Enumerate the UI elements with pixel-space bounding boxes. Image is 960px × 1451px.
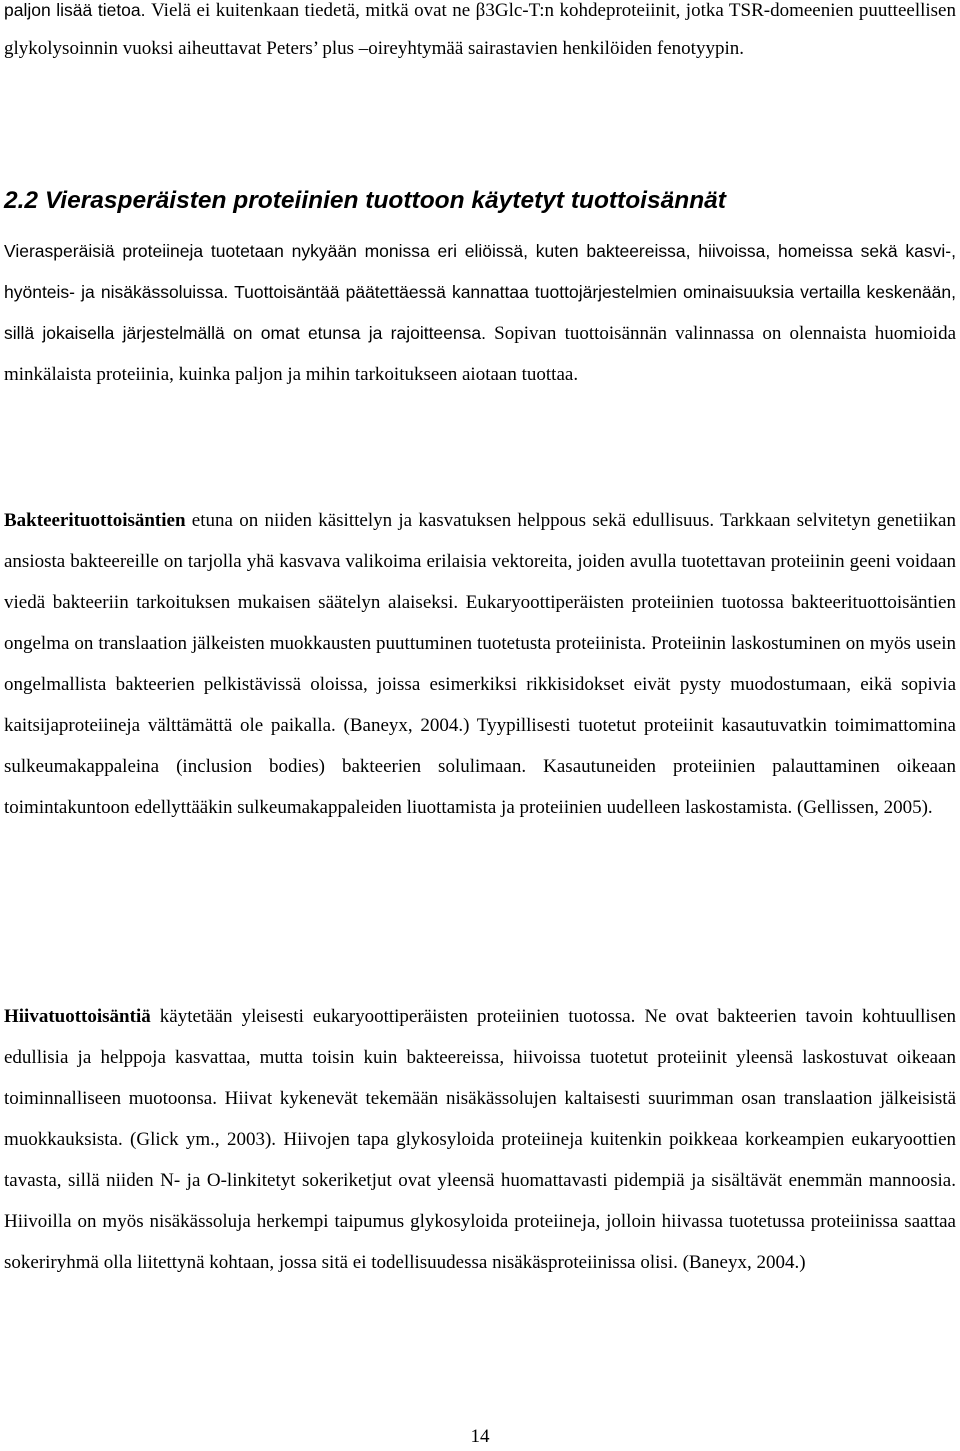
vierasperaisia-text-serif: Sopivan tuottoisännän valinnassa on olennaista huomioida minkälaista proteiinia, kuinka paljon ja mihin tarkoitukseen aiotaan tuottaa. [4, 323, 956, 385]
page-number: 14 [470, 1426, 490, 1447]
paragraph-hiivatuottoisannat [4, 996, 956, 1283]
bakteeri-text: etuna on niiden käsittelyn ja kasvatuksen helppous sekä edullisuus. Tarkkaan selvitetyn genetiikan ansiosta bakteereille on tarjolla yhä kasvava valikoima erilaisia vektoreita, joiden avulla tuotettavan proteiinin geeni voidaan viedä bakteeriin tarkoituksen mukaisen säätelyn alaiseksi. Eukaryoottiperäisten proteiinien tuotossa bakteerituottoisäntien ongelma on translaation jälkeisten muokkausten puuttuminen tuotetusta proteiinista. Proteiinin laskostuminen on myös usein ongelmallista bakteerien pelkistävissä oloissa, joissa esimerkiksi rikkisidokset eivät pysty muodostumaan, eikä sopivia kaitsijaproteiineja välttämättä ole paikalla. (Baneyx, 2004.) Tyypillisesti tuotetut proteiinit kasautuvatkin toimimattomina sulkeumakappaleina (inclusion bodies) bakteerien solulimaan. Kasautuneiden proteiinien palauttaminen oikeaan toimintakuntoon edellyttääkin sulkeumakappaleiden liuottamista ja proteiinien uudelleen laskostamista. (Gellissen, 2005). [4, 510, 956, 818]
hiiva-lead-in: Hiivatuottoisäntiä [4, 1006, 151, 1027]
bakteeri-lead-in: Bakteerituottoisäntien [4, 510, 186, 531]
hiiva-text: käytetään yleisesti eukaryoottiperäisten proteiinien tuotossa. Ne ovat bakteerien tavoin kohtuullisen edullisia ja helppoja kasvattaa, mutta toisin kuin bakteereissa, hiivoissa tuotetut proteiinit yleensä laskostuvat oikeaan toiminnalliseen muotoonsa. Hiivat kykenevät tekemään nisäkässolujen kaltaisesti suurimman osan translaation jälkeisistä muokkauksista. (Glick ym., 2003). Hiivojen tapa glykosyloida proteiineja kuitenkin poikkeaa korkeampien eukaryoottien tavasta, sillä niiden N- ja O-linkitetyt sokeriketjut ovat yleensä huomattavasti pidempiä ja sisältävät enemmän mannoosia. Hiivoilla on myös nisäkässoluja herkempi taipumus glykosyloida proteiineja, jolloin hiivassa tuotetussa proteiinissa saattaa sokeriryhmä olla liitettynä kohtaan, jossa sitä ei todellisuudessa nisäkäsproteiinissa olisi. (Baneyx, 2004.) [4, 1006, 956, 1273]
intro-text-serif: Vielä ei kuitenkaan tiedetä, mitkä ovat ne β3Glc-T:n kohdeproteiinit, jotka TSR-domeenien puutteellisen glykolysoinnin vuoksi aiheuttavat Peters’ plus –oireyhtymää sairastavien henkilöiden fenotyypin. [4, 0, 956, 59]
paragraph-bakteerituottoisannat [4, 500, 956, 828]
intro-paragraph [4, 0, 956, 68]
intro-text-sans: paljon lisää tietoa. [4, 0, 152, 20]
vierasperaisia-text-sans: Vierasperäisiä proteiineja tuotetaan nykyään monissa eri eliöissä, kuten bakteereissa, hiivoissa, homeissa sekä kasvi-, hyönteis- ja nisäkässoluissa. Tuottoisäntää päätettäessä kannattaa tuottojärjestelmien ominaisuuksia vertailla keskenään, sillä jokaisella järjestelmällä on omat etunsa ja rajoitteensa. [4, 241, 956, 343]
section-heading: 2.2 Vierasperäisten proteiinien tuottoon käytetyt tuottoisännät [4, 187, 726, 214]
paragraph-vierasperaisia [4, 231, 956, 395]
